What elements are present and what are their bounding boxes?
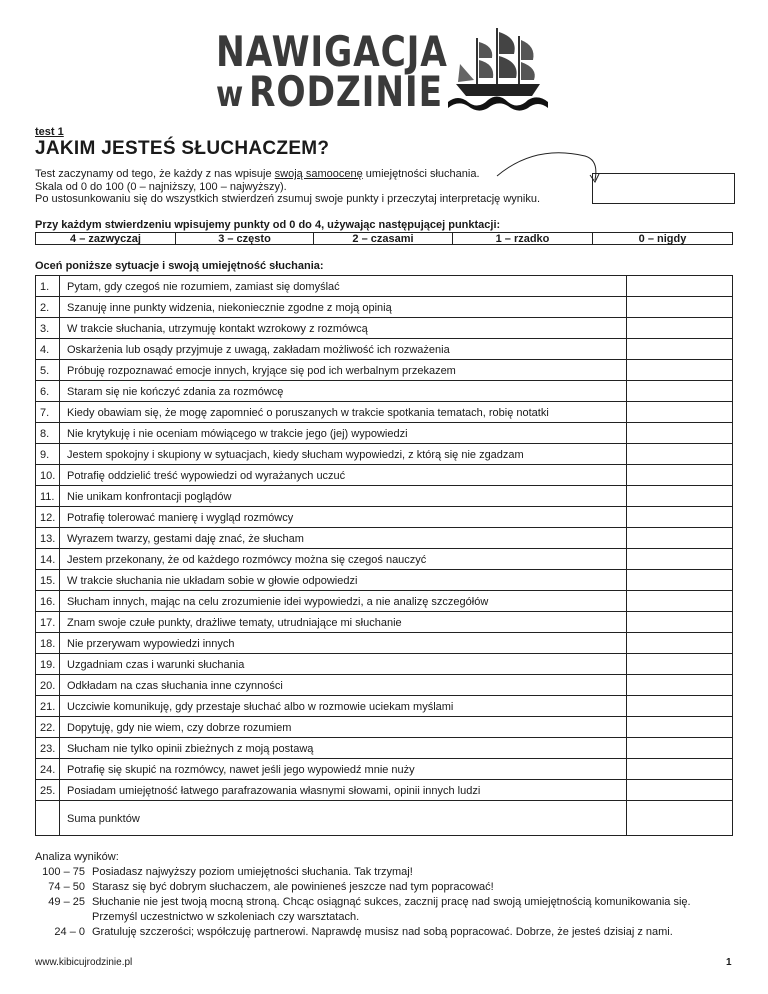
row-number: 5. <box>35 359 60 381</box>
curved-arrow-icon <box>495 150 605 190</box>
points-input[interactable] <box>626 569 733 591</box>
points-input[interactable] <box>626 632 733 654</box>
table-row <box>35 653 733 675</box>
scale-item-1: 1 – rzadko <box>452 232 593 245</box>
statement-text: Oskarżenia lub osądy przyjmuje z uwagą, zakładam możliwość ich rozważenia <box>59 338 627 360</box>
sum-label: Suma punktów <box>59 800 627 836</box>
points-input[interactable] <box>626 401 733 423</box>
logo-text-line2 <box>216 67 443 117</box>
analysis-row <box>35 865 735 880</box>
row-number: 21. <box>35 695 60 717</box>
sum-num-cell <box>35 800 60 836</box>
statement-text: Uczciwie komunikuję, gdy przestaje słuchać albo w rozmowie uciekam myślami <box>59 695 627 717</box>
page-number: 1 <box>726 957 732 968</box>
points-input[interactable] <box>626 527 733 549</box>
table-row <box>35 422 733 444</box>
row-number: 14. <box>35 548 60 570</box>
row-number: 6. <box>35 380 60 402</box>
row-number: 24. <box>35 758 60 780</box>
statement-text: Kiedy obawiam się, że mogę zapomnieć o poruszanych w trakcie spotkania tematach, robię notatki <box>59 401 627 423</box>
points-input[interactable] <box>626 590 733 612</box>
table-row <box>35 317 733 339</box>
row-number: 19. <box>35 653 60 675</box>
table-row <box>35 401 733 423</box>
row-number: 12. <box>35 506 60 528</box>
points-input[interactable] <box>626 359 733 381</box>
row-number: 22. <box>35 716 60 738</box>
page-title: JAKIM JESTEŚ SŁUCHACZEM? <box>35 138 330 159</box>
row-number: 13. <box>35 527 60 549</box>
ship-icon <box>448 24 548 114</box>
points-input[interactable] <box>626 674 733 696</box>
table-row <box>35 359 733 381</box>
logo-text-main: RODZINIE <box>249 67 443 116</box>
scale-item-0: 0 – nigdy <box>592 232 733 245</box>
analysis-range: 74 – 50 <box>48 881 85 893</box>
points-input[interactable] <box>626 548 733 570</box>
statement-text: Szanuję inne punkty widzenia, niekoniecznie zgodne z moją opinią <box>59 296 627 318</box>
table-row <box>35 296 733 318</box>
table-row <box>35 380 733 402</box>
logo <box>216 27 546 118</box>
statement-text: Jestem spokojny i skupiony w sytuacjach, kiedy słucham wypowiedzi, z którą się nie zgadzam <box>59 443 627 465</box>
analysis-text: Starasz się być dobrym słuchaczem, ale powinieneś jeszcze nad tym popracować! <box>92 881 494 893</box>
intro-line-2: Skala od 0 do 100 (0 – najniższy, 100 – najwyższy). <box>35 180 287 193</box>
table-row <box>35 590 733 612</box>
analysis-row <box>35 880 735 895</box>
row-number: 17. <box>35 611 60 633</box>
points-input[interactable] <box>626 653 733 675</box>
table-row <box>35 758 733 780</box>
points-input[interactable] <box>626 779 733 801</box>
self-assessment-input[interactable] <box>592 173 735 204</box>
points-input[interactable] <box>626 317 733 339</box>
statement-text: Posiadam umiejętność łatwego parafrazowania własnymi słowami, opinii innych ludzi <box>59 779 627 801</box>
row-number: 2. <box>35 296 60 318</box>
points-input[interactable] <box>626 758 733 780</box>
test-label: test 1 <box>35 126 64 138</box>
analysis-range: 100 – 75 <box>42 866 85 878</box>
statement-text: Nie krytykuję i nie oceniam mówiącego w trakcie jego (jej) wypowiedzi <box>59 422 627 444</box>
statement-text: Staram się nie kończyć zdania za rozmówcę <box>59 380 627 402</box>
statement-text: Uzgadniam czas i warunki słuchania <box>59 653 627 675</box>
points-input[interactable] <box>626 338 733 360</box>
table-row <box>35 569 733 591</box>
row-number: 9. <box>35 443 60 465</box>
statement-text: Słucham innych, mając na celu zrozumienie idei wypowiedzi, a nie analizę szczegółów <box>59 590 627 612</box>
statement-text: Potrafię tolerować manierę i wygląd rozmówcy <box>59 506 627 528</box>
row-number: 1. <box>35 275 60 297</box>
statement-text: Jestem przekonany, że od każdego rozmówcy można się czegoś nauczyć <box>59 548 627 570</box>
row-number: 20. <box>35 674 60 696</box>
row-number: 15. <box>35 569 60 591</box>
table-row <box>35 548 733 570</box>
statement-text: Pytam, gdy czegoś nie rozumiem, zamiast się domyślać <box>59 275 627 297</box>
scale-item-2: 2 – czasami <box>313 232 453 245</box>
statement-text: Wyrazem twarzy, gestami daję znać, że słucham <box>59 527 627 549</box>
analysis <box>35 850 735 940</box>
table-row <box>35 527 733 549</box>
intro-underlined: swoją samoocenę <box>274 168 363 180</box>
section-title: Oceń poniższe sytuacje i swoją umiejętność słuchania: <box>35 260 324 272</box>
logo-text-line1: NAWIGACJA <box>216 27 448 76</box>
points-input[interactable] <box>626 296 733 318</box>
scale-item-4: 4 – zazwyczaj <box>35 232 176 245</box>
analysis-text: Posiadasz najwyższy poziom umiejętności słuchania. Tak trzymaj! <box>92 866 413 878</box>
statement-text: Próbuję rozpoznawać emocje innych, kryjące się pod ich werbalnym przekazem <box>59 359 627 381</box>
analysis-range: 49 – 25 <box>48 896 85 908</box>
statement-text: Nie przerywam wypowiedzi innych <box>59 632 627 654</box>
analysis-text-line2: Przemyśl uczestnictwo w szkoleniach czy warsztatach. <box>92 911 360 923</box>
table-row <box>35 737 733 759</box>
points-input[interactable] <box>626 506 733 528</box>
row-number: 8. <box>35 422 60 444</box>
footer-url[interactable]: www.kibicujrodzinie.pl <box>35 957 133 968</box>
table-row <box>35 611 733 633</box>
table-row <box>35 443 733 465</box>
points-input[interactable] <box>626 695 733 717</box>
sum-points-input[interactable] <box>626 800 733 836</box>
statement-text: Słucham nie tylko opinii zbieżnych z moją postawą <box>59 737 627 759</box>
logo-text-small: w <box>216 74 245 115</box>
analysis-text: Gratuluję szczerości; współczuję partnerowi. Naprawdę musisz nad sobą popracować. Dobrze, że jesteś dzisiaj z nami. <box>92 926 673 938</box>
row-number: 10. <box>35 464 60 486</box>
table-row <box>35 716 733 738</box>
statement-text: Znam swoje czułe punkty, drażliwe tematy, utrudniające mi słuchanie <box>59 611 627 633</box>
scale-title: Przy każdym stwierdzeniu wpisujemy punkty od 0 do 4, używając następującej punktacji: <box>35 219 501 231</box>
table-row <box>35 506 733 528</box>
statement-text: Potrafię oddzielić treść wypowiedzi od wyrażanych uczuć <box>59 464 627 486</box>
row-number: 7. <box>35 401 60 423</box>
sum-row <box>35 800 733 836</box>
statement-text: W trakcie słuchania nie układam sobie w głowie odpowiedzi <box>59 569 627 591</box>
table-row <box>35 338 733 360</box>
row-number: 23. <box>35 737 60 759</box>
statement-text: Dopytuję, gdy nie wiem, czy dobrze rozumiem <box>59 716 627 738</box>
table-row <box>35 464 733 486</box>
statement-text: Odkładam na czas słuchania inne czynności <box>59 674 627 696</box>
points-input[interactable] <box>626 464 733 486</box>
points-input[interactable] <box>626 716 733 738</box>
points-input[interactable] <box>626 275 733 297</box>
points-input[interactable] <box>626 737 733 759</box>
intro-text <box>35 168 540 206</box>
points-input[interactable] <box>626 380 733 402</box>
intro-line-1 <box>35 168 540 181</box>
analysis-text <box>92 895 735 925</box>
table-row <box>35 632 733 654</box>
analysis-row <box>35 925 735 940</box>
row-number: 16. <box>35 590 60 612</box>
table-row <box>35 485 733 507</box>
table-row <box>35 695 733 717</box>
table-row <box>35 674 733 696</box>
analysis-range: 24 – 0 <box>54 926 85 938</box>
points-input[interactable] <box>626 611 733 633</box>
row-number: 4. <box>35 338 60 360</box>
intro-line-1-end: umiejętności słuchania. <box>362 168 480 180</box>
statement-text: Potrafię się skupić na rozmówcy, nawet jeśli jego wypowiedź mnie nuży <box>59 758 627 780</box>
table-row <box>35 779 733 801</box>
analysis-text-line1: Słuchanie nie jest twoją mocną stroną. Chcąc osiągnąć sukces, zacznij pracę nad swoją umiejętnością komunikowania się. <box>92 896 691 908</box>
statement-text: Nie unikam konfrontacji poglądów <box>59 485 627 507</box>
points-input[interactable] <box>626 443 733 465</box>
points-input[interactable] <box>626 422 733 444</box>
row-number: 3. <box>35 317 60 339</box>
row-number: 25. <box>35 779 60 801</box>
intro-line-3: Po ustosunkowaniu się do wszystkich stwierdzeń zsumuj swoje punkty i przeczytaj interpretację wyniku. <box>35 193 540 205</box>
table-row <box>35 275 733 297</box>
analysis-title: Analiza wyników: <box>35 851 119 863</box>
points-input[interactable] <box>626 485 733 507</box>
row-number: 11. <box>35 485 60 507</box>
row-number: 18. <box>35 632 60 654</box>
intro-line-1-start: Test zaczynamy od tego, że każdy z nas wpisuje <box>35 168 275 180</box>
statement-text: W trakcie słuchania, utrzymuję kontakt wzrokowy z rozmówcą <box>59 317 627 339</box>
scale-item-3: 3 – często <box>175 232 314 245</box>
analysis-row <box>35 895 735 925</box>
